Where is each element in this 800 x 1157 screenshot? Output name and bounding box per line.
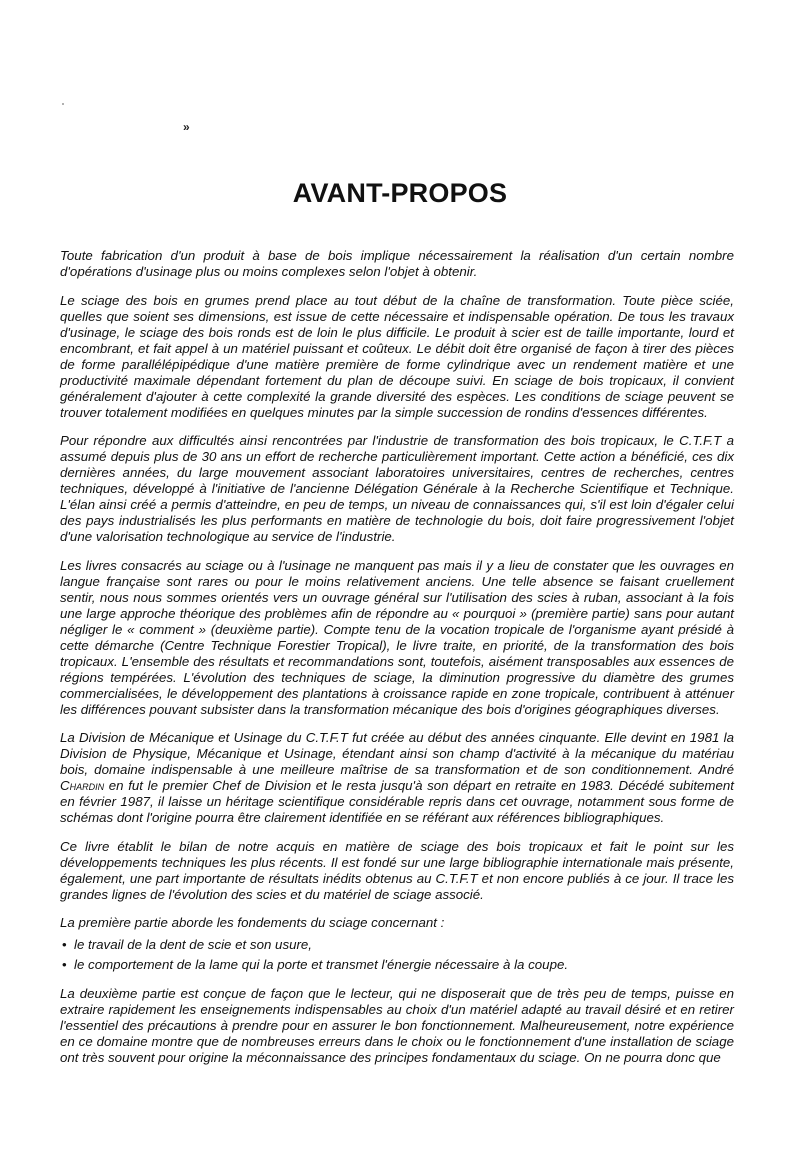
scan-mark: » xyxy=(183,120,190,134)
paragraph-8: La deuxième partie est conçue de façon que le lecteur, qui ne disposerait que de très peu de temps, puisse en extraire rapidement les enseignements indispensables au choix d'un matériel adapté au travail désiré et en retirer l'essentiel des précautions à prendre pour en assurer le bon fonctionnement. Malheureusement, notre expérience en ce domaine montre que de nombreuses erreurs dans le choix ou le fonctionnement d'une installation de sciage ont très souvent pour origine la méconnaissance des principes fondamentaux du sciage. On ne pourra donc que xyxy=(60,985,734,1065)
paragraph-5-part-2: en fut le premier Chef de Division et le resta jusqu'à son départ en retraite en 1983. Décédé subitement en février 1987, il laisse un héritage scientifique considérable repris dans cet ouvrage, notamment sous forme de schémas dont l'origine pourra être clairement identifiée en se référant aux références bibliographiques. xyxy=(60,778,734,825)
paragraph-3: Pour répondre aux difficultés ainsi rencontrées par l'industrie de transformation des bois tropicaux, le C.T.F.T a assumé depuis plus de 30 ans un effort de recherche particulièrement important. Cette action a bénéficié, ces dix dernières années, du large mouvement associant laboratoires universitaires, centres de recherches, centres techniques, développé à l'initiative de l'ancienne Délégation Générale à la Recherche Scientifique et Technique. L'élan ainsi créé a permis d'atteindre, en peu de temps, un niveau de connaissances qui, s'il est loin d'égaler celui des pays industrialisés les plus performants en matière de technologie du bois, doit faire progressivement l'objet d'une valorisation technologique au service de l'industrie. xyxy=(60,433,734,544)
list-item xyxy=(60,957,734,973)
paragraph-5 xyxy=(60,730,734,826)
person-name: Chardin xyxy=(60,778,105,793)
paragraph-4: Les livres consacrés au sciage ou à l'usinage ne manquent pas mais il y a lieu de constater que les ouvrages en langue française sont rares ou pour le moins relativement anciens. Une telle absence se faisant cruellement sentir, nous nous sommes orientés vers un ouvrage général sur l'utilisation des scies à ruban, associant à la fois une large approche théorique des problèmes afin de répondre au « pourquoi » (première partie) sans pour autant négliger le « comment » (deuxième partie). Compte tenu de la vocation tropicale de l'organisme ayant présidé à cette démarche (Centre Technique Forestier Tropical), le livre traite, en priorité, de la transformation des bois tropicaux. L'ensemble des résultats et recommandations sont, toutefois, aisément transposables aux essences de régions tempérées. L'évolution des techniques de sciage, la diminution progressive du diamètre des grumes commercialisées, le développement des plantations à croissance rapide en zone tropicale, contribuent à atténuer les différences pouvant subsister dans la transformation mécanique des bois d'origines géographiques diverses. xyxy=(60,557,734,717)
bullet-list xyxy=(60,937,734,973)
foreword-body xyxy=(60,248,734,1078)
scan-speck xyxy=(62,103,64,105)
list-item-text: le comportement de la lame qui la porte et transmet l'énergie nécessaire à la coupe. xyxy=(74,957,569,972)
paragraph-1: Toute fabrication d'un produit à base de bois implique nécessairement la réalisation d'un certain nombre d'opérations d'usinage plus ou moins complexes selon l'objet à obtenir. xyxy=(60,248,734,279)
page-title: AVANT-PROPOS xyxy=(292,178,508,208)
paragraph-5-part-1: La Division de Mécanique et Usinage du C.T.F.T fut créée au début des années cinquante. Elle devint en 1981 la Division de Physique, Mécanique et Usinage, étendant ainsi son champ d'activité à la mécanique du matériau bois, domaine indispensable à une meilleure maîtrise de sa transformation et de son conditionnement. André xyxy=(60,730,734,777)
bullet-icon: • xyxy=(62,937,67,952)
paragraph-6: Ce livre établit le bilan de notre acquis en matière de sciage des bois tropicaux et fait le point sur les développements techniques les plus récents. Il est fondé sur une large bibliographie internationale mais présente, également, une part importante de résultats inédits obtenus au C.T.F.T et non encore publiés à ce jour. Il trace les grandes lignes de l'évolution des scies et du matériel de sciage associé. xyxy=(60,838,734,902)
list-item xyxy=(60,937,734,953)
paragraph-2: Le sciage des bois en grumes prend place au tout début de la chaîne de transformation. Toute pièce sciée, quelles que soient ses dimensions, est issue de cette nécessaire et indispensable opération. De tous les travaux d'usinage, le sciage des bois ronds est de loin le plus difficile. Le produit à scier est de taille importante, lourd et encombrant, et fait appel à un matériel puissant et coûteux. Le débit doit être organisé de façon à tirer des pièces de forme parallélépipédique d'une matière première de forme cylindrique avec un rendement matière et une productivité maximale dépendant fortement du plan de découpe suivi. En sciage de bois tropicaux, il convient généralement d'ajouter à cette complexité la grande diversité des espèces. Les conditions de sciage peuvent se trouver totalement modifiées en quelques minutes par la simple succession de rondins d'essences différentes. xyxy=(60,292,734,420)
bullet-icon: • xyxy=(62,957,67,972)
paragraph-7: La première partie aborde les fondements du sciage concernant : xyxy=(60,915,445,930)
list-item-text: le travail de la dent de scie et son usure, xyxy=(74,937,313,952)
